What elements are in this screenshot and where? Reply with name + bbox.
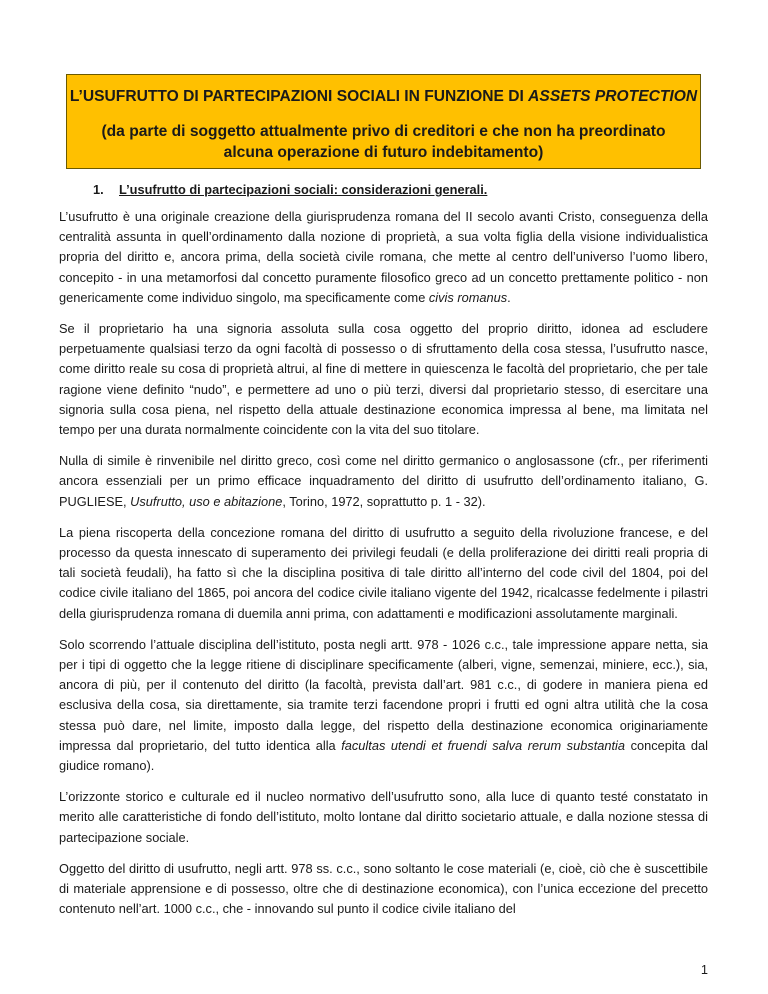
paragraph xyxy=(59,787,708,848)
paragraph-italic: civis romanus xyxy=(428,289,508,305)
section-number: 1. xyxy=(93,182,104,197)
paragraph-text: L’orizzonte storico e culturale ed il nucleo normativo dell’usufrutto sono, alla luce di quanto testé constatato in merito alle caratteristiche di fondo dell’istituto, molto lontane dal diritto societario attuale, e dalla nozione stessa di partecipazione sociale. xyxy=(59,789,708,845)
paragraph-italic: facultas utendi et fruendi salva rerum substantia xyxy=(341,737,626,753)
paragraph-italic: Usufrutto, uso e abitazione xyxy=(130,493,283,509)
paragraph xyxy=(59,523,708,624)
document-subtitle: (da parte di soggetto attualmente privo di creditori e che non ha preordinato alcuna operazione di futuro indebitamento) xyxy=(101,123,666,161)
paragraph xyxy=(59,635,708,776)
section-heading xyxy=(93,182,487,198)
paragraph xyxy=(59,859,708,920)
paragraph-text: Se il proprietario ha una signoria assoluta sulla cosa oggetto del proprio diritto, idonea ad escludere perpetuamente qualsiasi terzo da ogni facoltà di possesso o di sfruttamento della cosa stessa, l’usufrutto nasce, come diritto reale su cosa di proprietà altrui, al fine di mettere in quiescenza le facoltà del proprietario, che per tale ragione viene definito “nudo”, e permettere ad uno o più terzi, diversi dal proprietario stesso, di esercitare una signoria sulla cosa piena, nel rispetto della attuale destinazione economica impressa al bene, ma limitata nel tempo per una durata normalmente coincidente con la vita del suo titolare. xyxy=(59,321,708,438)
page-number: 1 xyxy=(700,962,708,977)
body-text xyxy=(59,207,708,931)
paragraph-text: Nulla di simile è rinvenibile nel diritto greco, così come nel diritto germanico o anglosassone (cfr., per riferimenti ancora essenziali per un primo efficace inquadramento del diritto di usufrutto dell’ordinamento italiano, G. PUGLIESE, xyxy=(59,453,708,509)
paragraph-text: La piena riscoperta della concezione romana del diritto di usufrutto a seguito della rivoluzione francese, e del processo da questa innescato di superamento dei privilegi feudali (e della proliferazione dei diritti reali propria di tali società feudali), ha fatto sì che la disciplina positiva di tale diritto all’interno del code civil del 1804, poi del codice civile italiano del 1865, poi ancora del codice civile italiano vigente del 1942, ricalcasse fedelmente i pilastri della giurisprudenza romana di duemila anni prima, con adattamenti e modificazioni assolutamente marginali. xyxy=(59,524,708,621)
paragraph-text: Oggetto del diritto di usufrutto, negli artt. 978 ss. c.c., sono soltanto le cose materiali (e, cioè, ciò che è suscettibile di materiale apprensione e di possesso, oltre che di destinazione economica), con l’unica eccezione del precetto contenuto nell’art. 1000 c.c., che - innovando sul punto il codice civile italiano del xyxy=(59,860,708,917)
paragraph-text: Solo scorrendo l’attuale disciplina dell’istituto, posta negli artt. 978 - 1026 c.c., tale impressione appare netta, sia per i tipi di oggetto che la legge ritiene di disciplinare specificamente (alberi, vigne, semenzai, miniere, ecc.), sia, ancora di più, per il contenuto del diritto (la facoltà, prevista dall’art. 981 c.c., di godere in maniera piena ed esclusiva della cosa, sia direttamente, sia tramite terzi facendone propri i frutti ed ogni altra utilità che la cosa stessa può dare, nel limite, imposto dalla legge, del rispetto della destinazione economica originariamente impressa dal proprietario, del tutto identica alla xyxy=(59,636,708,753)
paragraph-tail: concepita dal giudice romano). xyxy=(59,737,709,774)
section-title: L’usufrutto di partecipazioni sociali: considerazioni generali. xyxy=(119,182,488,197)
document-title-main: L’USUFRUTTO DI PARTECIPAZIONI SOCIALI IN FUNZIONE DI xyxy=(69,88,529,105)
paragraph xyxy=(59,451,708,512)
paragraph-text: L’usufrutto è una originale creazione della giurisprudenza romana del II secolo avanti Cristo, conseguenza della centralità assunta in quell’ordinamento dalla nozione di proprietà, a sua volta figlia della visione individualistica propria del diritto e, ancora prima, della società civile romana, che mette al centro dell’universo l’uomo libero, concepito - in una metamorfosi dal concetto puramente filosofico greco ad un concetto prettamente politico - non genericamente come individuo singolo, ma specificamente come xyxy=(59,209,708,305)
document-title-italic: ASSETS PROTECTION xyxy=(528,88,698,105)
paragraph xyxy=(59,319,708,440)
paragraph xyxy=(59,207,708,308)
paragraph-tail: . xyxy=(507,289,511,305)
paragraph-tail: , Torino, 1972, soprattutto p. 1 - 32). xyxy=(282,493,486,509)
document-title xyxy=(67,87,700,107)
title-box xyxy=(66,74,701,169)
